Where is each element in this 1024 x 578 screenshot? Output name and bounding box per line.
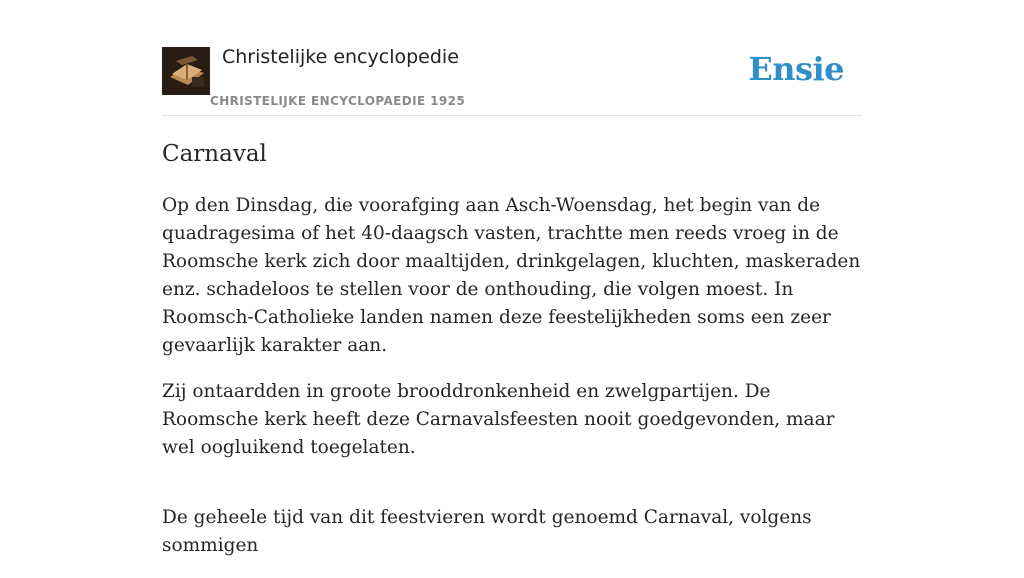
- site-header: [162, 40, 862, 116]
- book-icon: [162, 47, 210, 95]
- paragraph: Zij ontaardden in groote brooddronkenheid en zwelgpartijen. De Roomsche kerk heeft deze Carnavalsfeesten nooit goedgevonden, maar wel oogluikend toegelaten.: [162, 381, 835, 458]
- encyclopedia-avatar[interactable]: [162, 47, 210, 95]
- article: [162, 138, 862, 578]
- site-subtitle: CHRISTELIJKE ENCYCLOPAEDIE 1925: [210, 94, 466, 108]
- ensie-logo[interactable]: Ensie: [748, 50, 844, 88]
- article-title: Carnaval: [162, 141, 267, 167]
- paragraph: De geheele tijd van dit feestvieren wordt genoemd Carnaval, volgens sommigen: [162, 507, 812, 556]
- paragraph: Op den Dinsdag, die voorafging aan Asch-Woensdag, het begin van de quadragesima of het 40-daagsch vasten, trachtte men reeds vroeg in de Roomsche kerk zich door maaltijden, drinkgelagen, kluchten, maskeraden enz. schadeloos te stellen voor de onthouding, die volgen moest. In Roomsch-Catholieke landen namen deze feestelijkheden soms een zeer gevaarlijk karakter aan.: [162, 195, 861, 356]
- site-title[interactable]: Christelijke encyclopedie: [222, 46, 459, 68]
